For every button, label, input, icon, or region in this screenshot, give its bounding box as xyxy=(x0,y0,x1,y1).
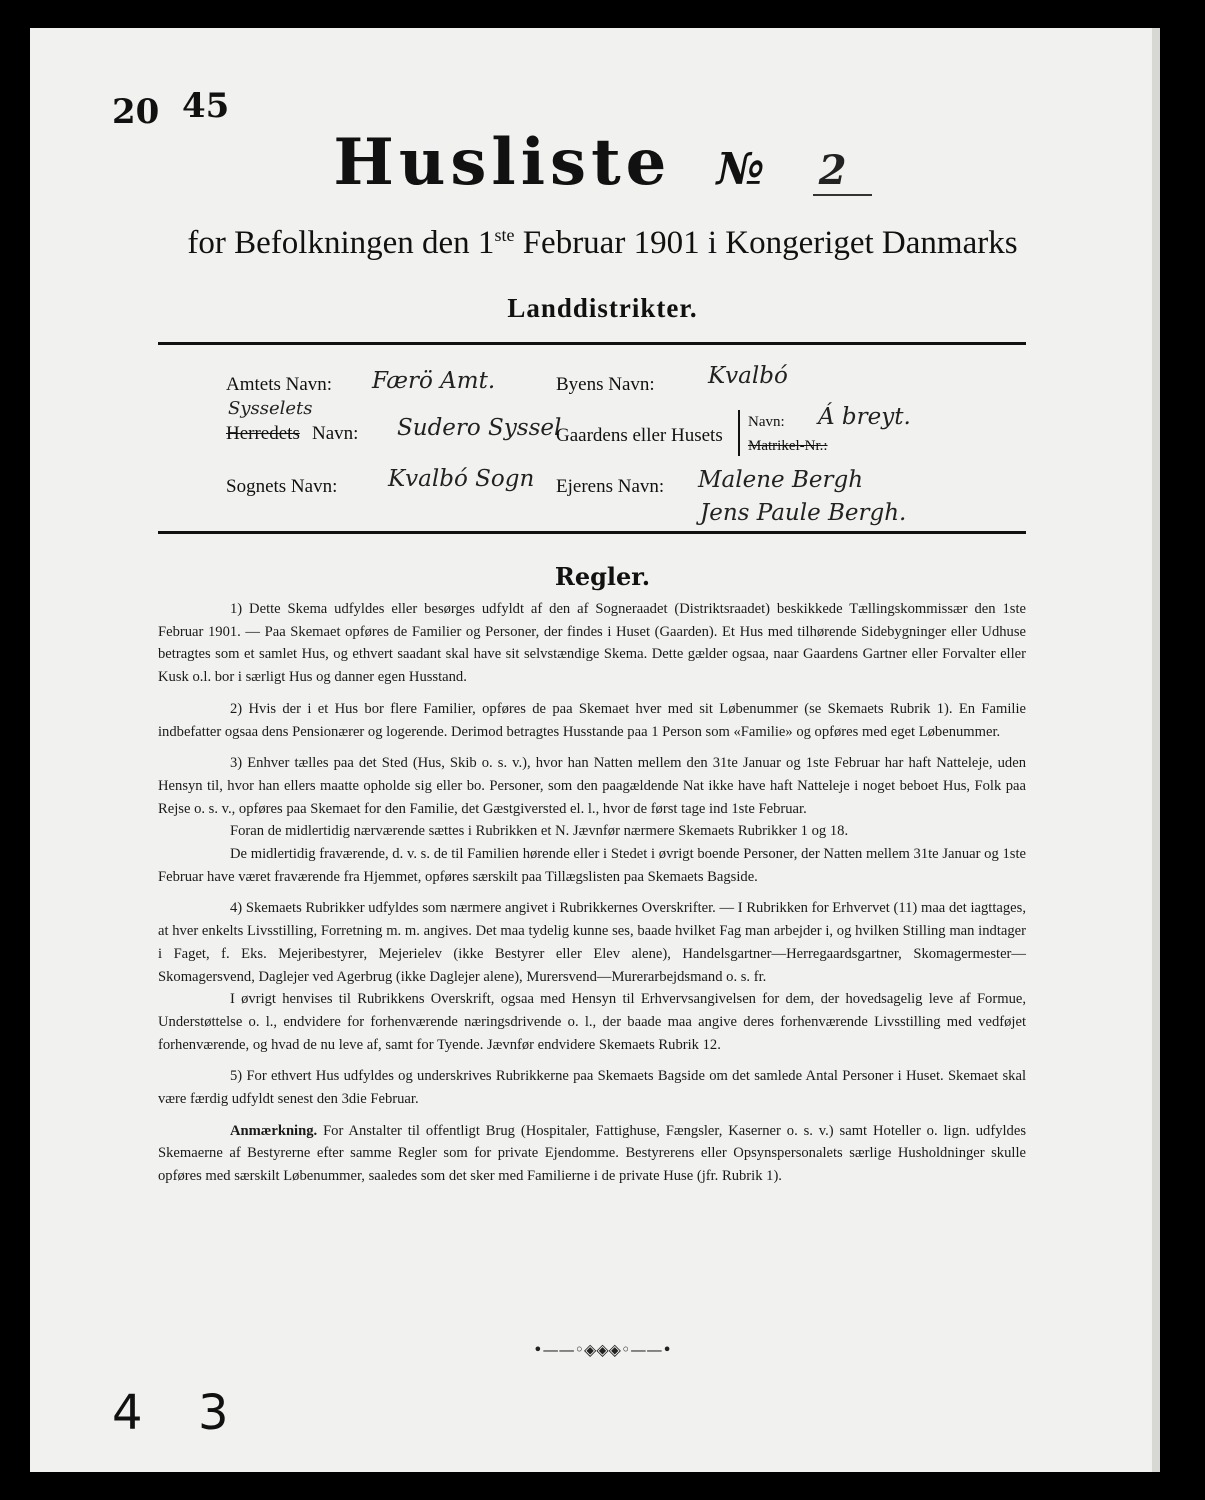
sogn-label: Sognets Navn: xyxy=(226,476,338,497)
house-number: 2 xyxy=(813,147,872,196)
top-divider xyxy=(158,342,1026,345)
ejer-value-2: Jens Paule Bergh. xyxy=(700,500,907,526)
rule-5: 5) For ethvert Hus udfyldes og underskrives Rubrikkerne paa Skemaets Bagside om det samlede Antal Personer i Huset. Skemaet skal være færdig udfyldt senest den 3die Februar. xyxy=(158,1068,1026,1108)
form-title-line xyxy=(0,125,1205,200)
subtitle-part1: for Befolkningen den 1 xyxy=(187,225,495,261)
gaard-name-label: Navn: xyxy=(748,414,785,430)
form-subtitle xyxy=(0,225,1205,262)
annotation xyxy=(158,1120,1026,1188)
ejer-label: Ejerens Navn: xyxy=(556,476,665,497)
number-sign: № xyxy=(716,144,770,195)
rules-body xyxy=(158,598,1026,1197)
rule-4a: 4) Skemaets Rubrikker udfyldes som nærmere angivet i Rubrikkernes Overskrifter. — I Rubrikken for Erhvervet (11) maa det iagttages, at hver enkelts Livsstilling, Forretning m. m. angives. Det maa tydelig kunne ses, baade hvilket Fag man arbejder i, og hvilken Stilling man indtager i Faget, f. Eks. Mejeribestyrer, Mejerielev (ikke Bestyrer eller Elev alene), Handelsgartner—Herregaardsgartner, Skomagermester—Skomagersvend, Daglejer ved Agerbrug (ikke Daglejer alene), Murersvend—Murerarbejdsmand o. s. fr. xyxy=(158,900,1026,985)
subtitle-part2: Februar 1901 i Kongeriget Danmarks xyxy=(514,225,1018,261)
fields-bottom-divider xyxy=(158,531,1026,534)
herred-label: Navn: xyxy=(312,423,359,444)
annotation-text: For Anstalter til offentligt Brug (Hospitaler, Fattighuse, Fængsler, Kaserner o. s. v.) samt Hoteller o. lign. udfyldes Skemaerne af Bestyrerne efter samme Regler som for private Ejendomme. Bestyrerens eller Opsynspersonalets særlige Husholdninger skulle opføres med særskilt Løbenummer, saaledes som det sker med Familierne i de private Huse (jfr. Rubrik 1). xyxy=(158,1122,1026,1185)
gaard-name-value: Á breyt. xyxy=(818,404,911,430)
sogn-value: Kvalbó Sogn xyxy=(388,466,535,492)
subtitle-sup: ste xyxy=(494,225,515,245)
herred-value: Sudero Syssel xyxy=(397,415,562,441)
gaard-brace xyxy=(738,410,740,456)
rule-3b: Foran de midlertidig nærværende sættes i Rubrikken et N. Jævnfør nærmere Skemaets Rubrikker 1 og 18. xyxy=(230,823,849,840)
rule-1: 1) Dette Skema udfyldes eller besørges udfyldt af den af Sogneraadet (Distriktsraadet) beskikkede Tællingskommissær den 1ste Februar 1901. — Paa Skemaet opføres de Familier og Personer, der findes i Huset (Gaarden). Et Hus med tilhørende Sidebygninger eller Udhuse betragtes som et samlet Hus, og ethvert saadant skal have sit selvstændige Skema. Dette gælder ogsaa, naar Gaardens Gartner eller Forvalter eller Kusk o.l. bor i særligt Hus og danner egen Husstand. xyxy=(158,601,1026,686)
corner-number-right: 45 xyxy=(182,86,230,126)
rule-2: 2) Hvis der i et Hus bor flere Familier, opføres de paa Skemaet hver med sit Løbenummer (se Skemaets Rubrik 1). En Familie indbefatter ogsaa dens Pensionærer og logerende. Derimod betragtes Husstande paa 1 Person som «Familie» og opføres med eget Løbenummer. xyxy=(158,700,1026,740)
gaard-label: Gaardens eller Husets xyxy=(556,425,723,446)
bottom-number-left: 4 xyxy=(112,1385,143,1441)
amt-value: Færö Amt. xyxy=(372,368,496,394)
district-type: Landdistrikter. xyxy=(507,293,698,323)
rule-3a: 3) Enhver tælles paa det Sted (Hus, Skib o. s. v.), hvor han Natten mellem den 31te Januar og 1ste Februar har haft Natteleje, uden Hensyn til, hvor han ellers maatte opholde sig eller bo. Personer, som den paagældende Nat ikke have haft Natteleje i noget beboet Hus, Folk paa Rejse o. s. v., opføres paa Skemaet for den Familie, det Gæstgiversted el. l., hvor de først tage ind 1ste Februar. xyxy=(158,755,1026,817)
herred-struck-label: Herredets xyxy=(226,423,300,444)
rule-3c: De midlertidig fraværende, d. v. s. de til Familien hørende eller i Stedet i øvrigt boende Personer, der Natten mellem 31te Januar og 1ste Februar have været fraværende fra Hjemmet, opføres særskilt paa Tillægslisten paa Skemaets Bagside. xyxy=(158,846,1026,885)
matrikel-label: Matrikel-Nr.: xyxy=(748,438,828,454)
rules-heading: Regler. xyxy=(554,562,651,591)
corner-number-left: 20 xyxy=(112,92,160,132)
ornament-divider: •——◦◈◈◈◦——• xyxy=(533,1340,672,1359)
ejer-value-1: Malene Bergh xyxy=(698,467,864,493)
form-title: Husliste xyxy=(333,125,672,200)
annotation-label: Anmærkning. xyxy=(230,1122,318,1139)
bottom-number-right: 3 xyxy=(198,1385,229,1441)
amt-label: Amtets Navn: xyxy=(226,374,333,395)
by-label: Byens Navn: xyxy=(556,374,655,395)
rule-4b: I øvrigt henvises til Rubrikkens Overskrift, ogsaa med Hensyn til Erhvervsangivelsen for dem, der hovedsagelig leve af Formue, Understøttelse o. l., endvidere for forhenværende næringsdrivende o. l., der baade maa angive deres forhenværende Livsstilling med vedføjet forhenværende, og hvad de nu leve af, samt for Tyende. Jævnfør endvidere Skemaets Rubrik 12. xyxy=(158,991,1026,1053)
by-value: Kvalbó xyxy=(708,363,788,389)
syssel-handwritten: Sysselets xyxy=(228,398,313,419)
